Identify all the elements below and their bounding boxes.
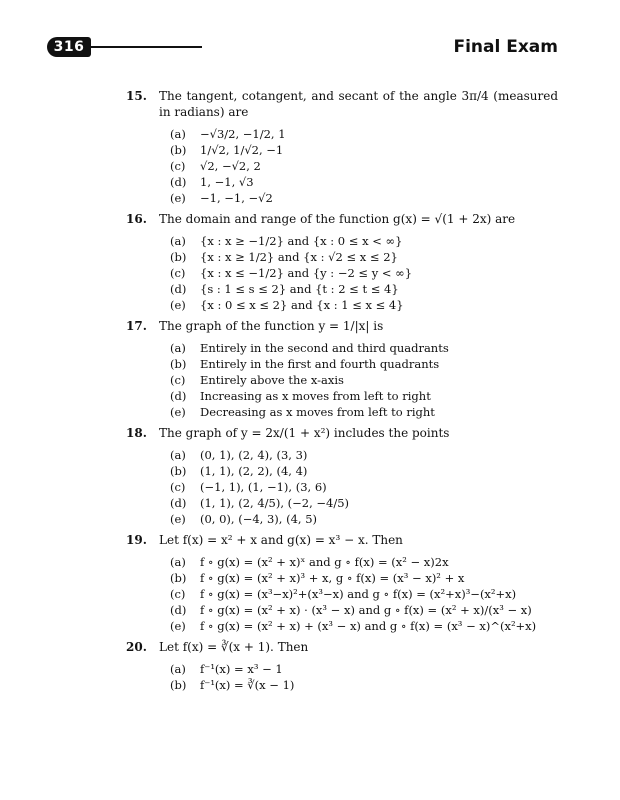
option-label: (e) <box>170 191 186 205</box>
answer-option <box>170 372 558 388</box>
answer-option <box>170 340 558 356</box>
answer-option <box>170 249 558 265</box>
option-text: Entirely above the x-axis <box>200 373 344 387</box>
answer-option <box>170 602 558 618</box>
option-label: (c) <box>170 266 186 280</box>
question <box>128 318 558 420</box>
option-label: (d) <box>170 496 187 510</box>
option-label: (b) <box>170 250 187 264</box>
exam-questions <box>0 88 620 698</box>
option-label: (c) <box>170 480 186 494</box>
question-stem: The graph of y = 2x/(1 + x²) includes the points <box>159 426 450 440</box>
option-label: (a) <box>170 662 186 676</box>
answer-option <box>170 126 558 142</box>
option-text: (−1, 1), (1, −1), (3, 6) <box>200 480 327 494</box>
option-text: f ∘ g(x) = (x² + x) · (x³ − x) and g ∘ f(x) = (x² + x)/(x³ − x) <box>200 603 532 617</box>
question-stem: Let f(x) = x² + x and g(x) = x³ − x. Then <box>159 533 403 547</box>
option-label: (e) <box>170 512 186 526</box>
answer-option <box>170 479 558 495</box>
answer-option <box>170 586 558 602</box>
answer-option <box>170 297 558 313</box>
header-rule <box>90 46 202 48</box>
answer-options <box>170 661 558 693</box>
question-stem: The domain and range of the function g(x) = √(1 + 2x) are <box>159 212 516 226</box>
question-stem: The tangent, cotangent, and secant of the angle 3π/4 (measured in radians) are <box>159 89 558 119</box>
option-label: (a) <box>170 448 186 462</box>
answer-option <box>170 265 558 281</box>
question <box>128 532 558 634</box>
question-stem: The graph of the function y = 1/|x| is <box>159 319 384 333</box>
section-title: Final Exam <box>453 37 558 57</box>
answer-option <box>170 388 558 404</box>
option-text: Entirely in the first and fourth quadrants <box>200 357 440 371</box>
option-text: f ∘ g(x) = (x² + x) + (x³ − x) and g ∘ f(x) = (x³ − x)^(x²+x) <box>200 619 537 633</box>
answer-options <box>170 126 558 206</box>
option-label: (c) <box>170 587 186 601</box>
question <box>128 425 558 527</box>
option-label: (d) <box>170 603 187 617</box>
answer-option <box>170 447 558 463</box>
option-label: (a) <box>170 555 186 569</box>
question-number: 19. <box>126 533 147 547</box>
option-text: f⁻¹(x) = x³ − 1 <box>200 662 283 676</box>
question-number: 17. <box>126 319 147 333</box>
option-label: (b) <box>170 678 187 692</box>
answer-option <box>170 495 558 511</box>
answer-option <box>170 174 558 190</box>
option-text: Entirely in the second and third quadrants <box>200 341 449 355</box>
option-label: (b) <box>170 464 187 478</box>
option-label: (c) <box>170 373 186 387</box>
answer-option <box>170 618 558 634</box>
answer-option <box>170 356 558 372</box>
answer-option <box>170 661 558 677</box>
answer-option <box>170 463 558 479</box>
option-label: (d) <box>170 282 187 296</box>
page-header <box>0 36 620 60</box>
option-text: (0, 0), (−4, 3), (4, 5) <box>200 512 318 526</box>
option-text: f ∘ g(x) = (x² + x)ˣ and g ∘ f(x) = (x² − x)2x <box>200 555 449 569</box>
question <box>128 211 558 313</box>
answer-option <box>170 281 558 297</box>
option-text: −1, −1, −√2 <box>200 191 273 205</box>
option-label: (c) <box>170 159 186 173</box>
option-label: (a) <box>170 127 186 141</box>
option-label: (d) <box>170 175 187 189</box>
option-text: 1, −1, √3 <box>200 175 254 189</box>
option-label: (b) <box>170 571 187 585</box>
answer-option <box>170 554 558 570</box>
answer-option <box>170 404 558 420</box>
question-number: 20. <box>126 640 147 654</box>
answer-option <box>170 511 558 527</box>
option-text: f ∘ g(x) = (x³−x)²+(x³−x) and g ∘ f(x) = (x²+x)³−(x²+x) <box>200 587 517 601</box>
option-label: (e) <box>170 619 186 633</box>
answer-option <box>170 233 558 249</box>
option-text: {x : x ≥ −1/2} and {x : 0 ≤ x < ∞} <box>200 234 403 248</box>
question <box>128 639 558 693</box>
option-text: f ∘ g(x) = (x² + x)³ + x, g ∘ f(x) = (x³ − x)² + x <box>200 571 465 585</box>
option-label: (e) <box>170 405 186 419</box>
question-number: 15. <box>126 89 147 103</box>
option-label: (a) <box>170 234 186 248</box>
option-label: (b) <box>170 143 187 157</box>
answer-option <box>170 677 558 693</box>
answer-option <box>170 158 558 174</box>
question-stem: Let f(x) = ∛(x + 1). Then <box>159 640 309 654</box>
page-number: 316 <box>47 37 91 57</box>
option-text: {s : 1 ≤ s ≤ 2} and {t : 2 ≤ t ≤ 4} <box>200 282 399 296</box>
option-text: −√3/2, −1/2, 1 <box>200 127 286 141</box>
answer-options <box>170 340 558 420</box>
option-label: (e) <box>170 298 186 312</box>
option-label: (d) <box>170 389 187 403</box>
answer-option <box>170 142 558 158</box>
answer-options <box>170 554 558 634</box>
answer-options <box>170 233 558 313</box>
question-number: 16. <box>126 212 147 226</box>
option-text: {x : x ≥ 1/2} and {x : √2 ≤ x ≤ 2} <box>200 250 398 264</box>
option-label: (b) <box>170 357 187 371</box>
answer-option <box>170 190 558 206</box>
question-number: 18. <box>126 426 147 440</box>
option-text: f⁻¹(x) = ∛(x − 1) <box>200 678 295 692</box>
option-text: {x : x ≤ −1/2} and {y : −2 ≤ y < ∞} <box>200 266 413 280</box>
option-text: (0, 1), (2, 4), (3, 3) <box>200 448 308 462</box>
option-text: (1, 1), (2, 4/5), (−2, −4/5) <box>200 496 350 510</box>
option-text: (1, 1), (2, 2), (4, 4) <box>200 464 308 478</box>
option-text: Decreasing as x moves from left to right <box>200 405 435 419</box>
option-text: 1/√2, 1/√2, −1 <box>200 143 284 157</box>
answer-options <box>170 447 558 527</box>
answer-option <box>170 570 558 586</box>
option-text: Increasing as x moves from left to right <box>200 389 431 403</box>
question <box>128 88 558 206</box>
option-text: {x : 0 ≤ x ≤ 2} and {x : 1 ≤ x ≤ 4} <box>200 298 404 312</box>
option-text: √2, −√2, 2 <box>200 159 261 173</box>
option-label: (a) <box>170 341 186 355</box>
